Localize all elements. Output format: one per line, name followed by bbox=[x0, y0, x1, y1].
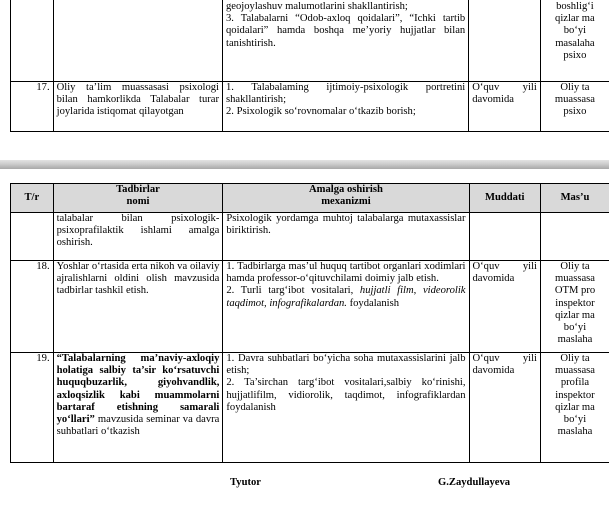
masul-line: muassasa bbox=[554, 94, 595, 106]
header-tadbirlar-line1: Tadbirlar bbox=[116, 184, 160, 195]
amalga-line: 2. Ta’sirchan targ‘ibot vositalari,salbiy ko‘rinishi, hujjatlifilm, vidiorolik, taqdimot, infografiklardan foydalanish bbox=[226, 377, 466, 413]
page-bottom bbox=[0, 169, 609, 512]
header-amalga-line2: mexanizmi bbox=[321, 196, 371, 208]
masul-line: bo‘yi bbox=[563, 322, 587, 334]
tadbir-plain: mavzusida seminar va davra suhbatlari o‘tkazish bbox=[56, 414, 220, 438]
cell-number bbox=[11, 213, 54, 261]
signature-name: G.Zaydullayeva bbox=[438, 477, 511, 488]
masul-line: Oliy ta bbox=[560, 82, 590, 93]
amalga-line: 1. Davra suhbatlari bo‘yicha soha mutaxassislarini jalb etish; bbox=[226, 353, 466, 377]
amalga-tail: foydalanish bbox=[349, 297, 400, 309]
amalga-line: 3. Talabalarni “Odob-axloq qoidalari”, “Ichki tartib qoidalari” hamda boshqa me’yoriy hujjatlar bilan tanishtirish. bbox=[226, 13, 466, 49]
plan-table-top bbox=[10, 0, 609, 132]
cell-tadbir bbox=[53, 353, 223, 463]
masul-line: Oliy ta bbox=[560, 353, 590, 364]
cell-muddat bbox=[469, 213, 540, 261]
masul-line: maslaha bbox=[557, 426, 593, 438]
masul-line: psixo bbox=[563, 49, 587, 61]
masul-line: inspektor bbox=[555, 389, 595, 401]
cell-masul bbox=[540, 261, 609, 353]
row-number: 19. bbox=[11, 353, 54, 463]
masul-line: maslaha bbox=[557, 334, 593, 346]
header-muddati: Muddati bbox=[469, 184, 540, 213]
cell-amalga: Psixologik yordamga muhtoj talabalarga mutaxassislar biriktirish. bbox=[223, 213, 469, 261]
amalga-line: 1. Tadbirlarga mas’ul huquq tartibot organlari xodimlari hamda professor-o‘qituvchilami doimiy jalb etish. bbox=[226, 261, 466, 285]
cell-tadbir: Oliy ta’lim muassasasi psixologi bilan hamkorlikda Talabalar turar joylarida istiqomat qilayotgan bbox=[53, 82, 222, 132]
cell-tadbir: talabalar bilan psixologik-psixoprafilaktik ishlami amalga oshirish. bbox=[53, 213, 223, 261]
masul-line: muassasa bbox=[554, 273, 595, 285]
masul-line: inspektor bbox=[555, 297, 595, 309]
header-tadbirlar-line2: nomi bbox=[126, 196, 150, 208]
cell-masul bbox=[540, 213, 609, 261]
header-amalga bbox=[223, 184, 469, 213]
row-number: 18. bbox=[11, 261, 54, 353]
cell-muddat: O‘quv yili davomida bbox=[469, 261, 540, 353]
masul-line: masalaha bbox=[555, 37, 595, 49]
header-amalga-line1: Amalga oshirish bbox=[309, 184, 383, 195]
amalga-italic: hujjatli film, videorolik taqdimot, infografikalardan. bbox=[226, 285, 466, 309]
cell-amalga bbox=[223, 353, 469, 463]
row-number: 17. bbox=[11, 82, 54, 132]
cell-tadbir: Yoshlar o‘rtasida erta nikoh va oilaviy ajralishlarni oldini olish mavzusida tadbirlar tashkil etish. bbox=[53, 261, 223, 353]
amalga-line: 2. Psixologik so‘rovnomalar o‘tkazib borish; bbox=[226, 106, 416, 118]
plan-table bbox=[10, 183, 609, 463]
cell-masul bbox=[540, 82, 609, 132]
masul-line: muassasa bbox=[554, 365, 595, 377]
cell-amalga bbox=[223, 82, 469, 132]
amalga-line: geojoylashuv malumotlarini shakllantirish; bbox=[226, 1, 408, 12]
cell-tadbir bbox=[53, 0, 222, 82]
cell-number bbox=[11, 0, 54, 82]
cell-amalga bbox=[223, 0, 469, 82]
header-masul: Mas’u bbox=[540, 184, 609, 213]
masul-line: bo‘yi bbox=[563, 414, 587, 426]
cell-muddat: O‘quv yili davomida bbox=[469, 353, 540, 463]
cell-masul bbox=[540, 353, 609, 463]
cell-masul bbox=[540, 0, 609, 82]
masul-line: qizlar ma bbox=[555, 309, 595, 321]
amalga-plain: 2. Turli targ‘ibot vositalari, bbox=[226, 285, 354, 297]
masul-line: bo‘yi bbox=[563, 25, 587, 37]
masul-line: psixo bbox=[563, 106, 587, 118]
masul-line: profila bbox=[560, 377, 590, 389]
cell-amalga bbox=[223, 261, 469, 353]
amalga-line: 1. Talabalaming ijtimoiy-psixologik portretini shakllantirish; bbox=[226, 82, 466, 106]
table-row-19 bbox=[11, 353, 609, 463]
masul-line: qizlar ma bbox=[555, 13, 595, 25]
masul-line: Oliy ta bbox=[560, 261, 590, 272]
header-tadbirlar bbox=[53, 184, 223, 213]
header-tr: T/r bbox=[11, 184, 54, 213]
cell-muddat: O‘quv yili davomida bbox=[469, 82, 541, 132]
signature-role: Tyutor bbox=[230, 477, 261, 488]
cell-muddat bbox=[469, 0, 541, 82]
masul-line: qizlar ma bbox=[555, 401, 595, 413]
table-row-continued bbox=[11, 213, 609, 261]
masul-line: OTM pro bbox=[554, 285, 596, 297]
table-header-row bbox=[11, 184, 609, 213]
table-row-continued bbox=[11, 0, 609, 82]
page-gap bbox=[0, 140, 609, 160]
page-top-fragment bbox=[0, 0, 609, 140]
amalga-line bbox=[226, 285, 465, 309]
tadbir-bold: “Talabalarning ma’naviy-axloqiy holatiga salbiy ta’sir ko‘rsatuvchi huquqbuzarlik, giyohvandlik, axloqsizlik kabi muammolarni bartaraf etishning samarali yo‘llari” bbox=[56, 353, 220, 426]
table-row-17 bbox=[11, 82, 609, 132]
table-row-18 bbox=[11, 261, 609, 353]
page-separator bbox=[0, 160, 609, 169]
masul-line: boshlig‘i bbox=[556, 1, 594, 12]
